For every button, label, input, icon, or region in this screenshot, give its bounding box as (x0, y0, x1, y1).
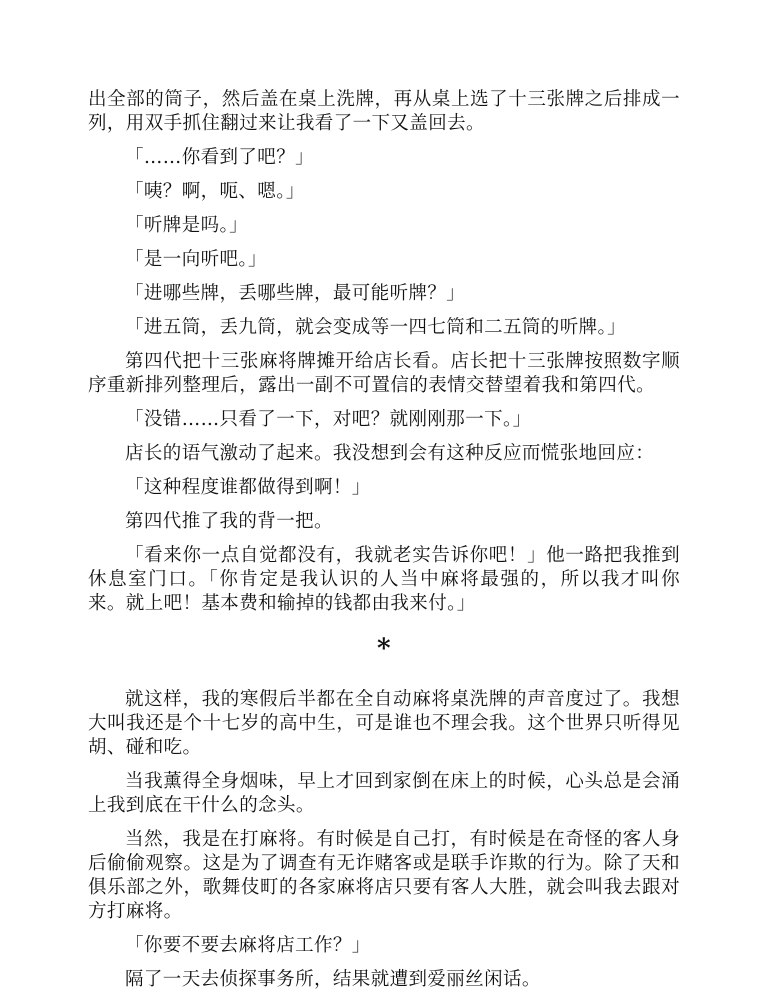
paragraph: 当我薰得全身烟味，早上才回到家倒在床上的时候，心头总是会涌上我到底在干什么的念头。 (88, 771, 680, 816)
paragraph: 店长的语气激动了起来。我没想到会有这种反应而慌张地回应： (125, 443, 655, 464)
section-separator: * (377, 634, 391, 664)
paragraph: 就这样，我的寒假后半都在全自动麻将桌洗牌的声音度过了。我想大叫我还是个十七岁的高中生，可是谁也不理会我。这个世界只听得见胡、碰和吃。 (88, 689, 680, 758)
paragraph: 当然，我是在打麻将。有时候是自己打，有时候是在奇怪的客人身后偷偷观察。这是为了调查有无诈赌客或是联手诈欺的行为。除了天和俱乐部之外，歌舞伎町的各家麻将店只要有客人大胜，就会叫我去跟对方打麻将。 (88, 829, 680, 922)
paragraph: 「你要不要去麻将店工作？」 (125, 935, 371, 956)
paragraph: 「听牌是吗。」 (125, 215, 249, 236)
paragraph: 「这种程度谁都做得到啊！」 (125, 477, 371, 498)
paragraph: 「没错……只看了一下，对吧？就刚刚那一下。」 (125, 409, 532, 430)
paragraph: 隔了一天去侦探事务所，结果就遭到爱丽丝闲话。 (125, 969, 541, 990)
paragraph: 「进五筒，丢九筒，就会变成等一四七筒和二五筒的听牌。」 (125, 317, 627, 338)
paragraph: 第四代把十三张麻将牌摊开给店长看。店长把十三张牌按照数字顺序重新排列整理后，露出一副不可置信的表情交替望着我和第四代。 (88, 351, 680, 396)
paragraph: 第四代推了我的背一把。 (125, 511, 333, 532)
paragraph: 出全部的筒子，然后盖在桌上洗牌，再从桌上选了十三张牌之后排成一列，用双手抓住翻过来让我看了一下又盖回去。 (88, 89, 680, 134)
paragraph: 「……你看到了吧？」 (125, 147, 315, 168)
paragraph: 「看来你一点自觉都没有，我就老实告诉你吧！」他一路把我推到休息室门口。「你肯定是我认识的人当中麻将最强的，所以我才叫你来。就上吧！基本费和输掉的钱都由我来付。」 (88, 545, 680, 614)
paragraph: 「是一向听吧。」 (125, 249, 267, 270)
paragraph: 「咦？啊，呃、嗯。」 (125, 181, 305, 202)
page-body (88, 88, 680, 1002)
paragraph: 「进哪些牌，丢哪些牌，最可能听牌？」 (125, 283, 466, 304)
